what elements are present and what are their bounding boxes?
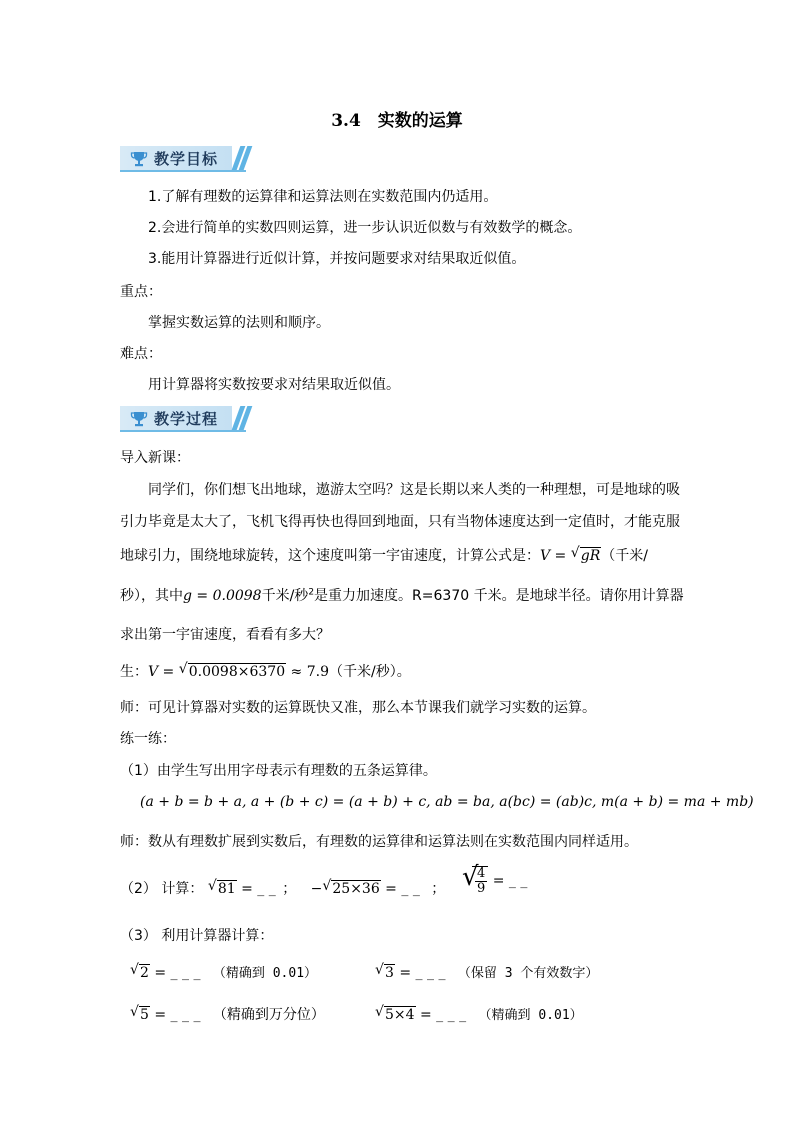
difficulty-label: 难点： — [120, 346, 162, 362]
section-banner-process — [120, 406, 248, 432]
key-point-text: 掌握实数运算的法则和顺序。 — [148, 315, 330, 331]
sqrt-fraction-expression: √ $\frac{4}{9}$ = _ _ — [462, 862, 528, 896]
trophy-icon — [130, 150, 148, 168]
intro-paragraph-line: 地球引力，围绕地球旋转，这个速度叫第一宇宙速度，计算公式是：V = √ gR（千米/ — [120, 545, 648, 564]
teacher-remark: 师：可见计算器对实数的运算既快又准，那么本节课我们就学习实数的运算。 — [120, 700, 596, 716]
question-1: （1）由学生写出用字母表示有理数的五条运算律。 — [120, 763, 437, 779]
question-3-label: （3） 利用计算器计算： — [120, 928, 274, 944]
section-banner-objectives — [120, 146, 248, 172]
key-point-label: 重点： — [120, 284, 162, 300]
difficulty-text: 用计算器将实数按要求对结果取近似值。 — [148, 377, 400, 393]
practice-label: 练一练： — [120, 731, 176, 747]
student-answer: 生：V = √ 0.0098×6370 ≈ 7.9（千米/秒）。 — [120, 661, 411, 680]
objective-item: 2.会进行简单的实数四则运算，进一步认识近似数与有效数学的概念。 — [148, 220, 582, 236]
intro-label: 导入新课： — [120, 450, 190, 466]
operation-laws: (a + b = b + a, a + (b + c) = (a + b) + c, ab = ba, a(bc) = (ab)c, m(a + b) = ma + mb) — [140, 794, 754, 810]
calc-item: √ 2 = _ _ _ （精确到 0.01） — [130, 962, 318, 981]
calc-item: √ 5×4 = _ _ _ （精确到 0.01） — [375, 1004, 583, 1023]
section-heading: 教学目标 — [154, 150, 219, 168]
calc-item: √ 5 = _ _ _ （精确到万分位） — [130, 1004, 325, 1023]
objective-item: 3.能用计算器进行近似计算，并按问题要求对结果取近似值。 — [148, 251, 526, 267]
teacher-remark: 师：数从有理数扩展到实数后，有理数的运算律和运算法则在实数范围内同样适用。 — [120, 834, 638, 850]
intro-paragraph-line: 引力毕竟是太大了，飞机飞得再快也得回到地面，只有当物体速度达到一定值时，才能克服 — [120, 514, 680, 530]
calc-item: √ 3 = _ _ _ （保留 3 个有效数字） — [375, 962, 599, 981]
section-heading: 教学过程 — [154, 410, 219, 428]
intro-paragraph-line: 求出第一宇宙速度，看看有多大？ — [120, 627, 330, 643]
question-2: （2） 计算： √ 81 = _ _ ； − √ 25×36 = _ _ ； — [120, 878, 446, 897]
intro-paragraph-line: 同学们，你们想飞出地球，遨游太空吗？这是长期以来人类的一种理想，可是地球的吸 — [148, 482, 680, 498]
objective-item: 1.了解有理数的运算律和运算法则在实数范围内仍适用。 — [148, 189, 498, 205]
page-title: 3.4 实数的运算 — [331, 111, 463, 131]
intro-paragraph-line: 秒），其中g = 0.0098千米/秒$^2$是重力加速度。R=6370 千米。是地球半径。请你用计算器 — [120, 587, 684, 604]
trophy-icon — [130, 410, 148, 428]
